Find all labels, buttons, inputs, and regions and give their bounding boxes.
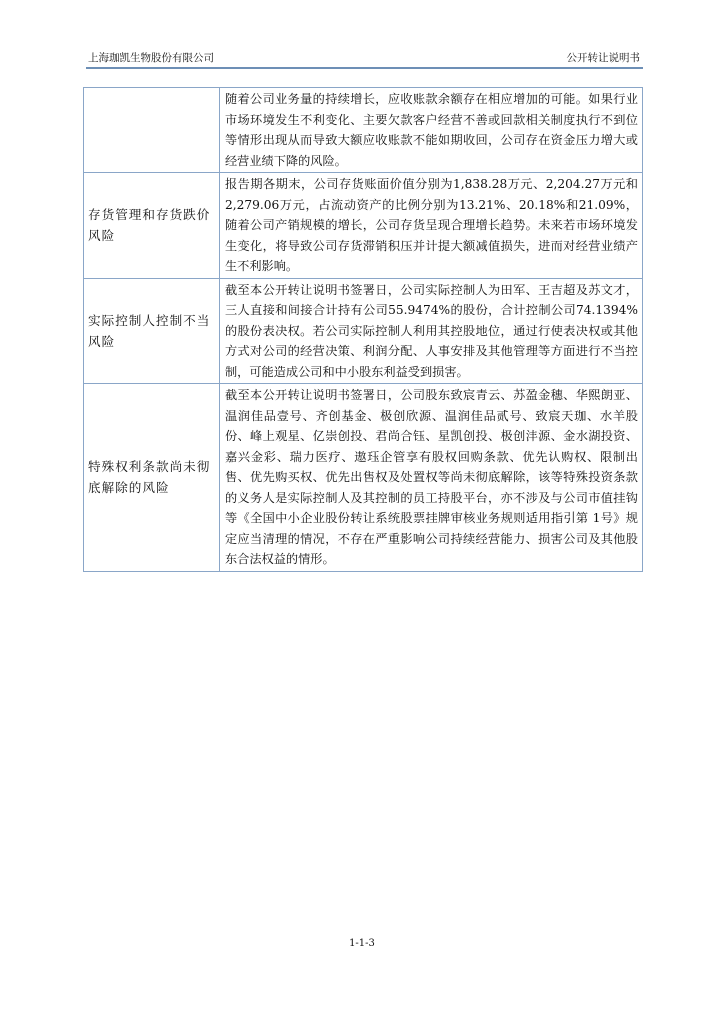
risk-description-cell [220,384,643,572]
header-divider [86,67,643,69]
company-name: 上海珈凯生物股份有限公司 [88,52,214,64]
risk-name: 存货管理和存货跌价风险 [88,207,211,244]
risk-description: 报告期各期末，公司存货账面价值分别为1,838.28万元、2,204.27万元和2,279.06万元，占流动资产的比例分别为13.21%、20.18%和21.09%，随着公司产销规模的增长，公司存货呈现合理增长趋势。未来若市场环境发生变化，将导致公司存货滞销积压并计提大额减值损失，进而对经营业绩产生不利影响。 [225,177,638,273]
risk-name-cell [84,88,220,173]
risk-description-cell [220,88,643,173]
page-number: 1-1-3 [349,938,375,949]
risk-name-cell [84,173,220,279]
page-header [88,50,640,66]
table-row [84,384,643,572]
table-row [84,88,643,173]
risk-description: 截至本公开转让说明书签署日，公司股东致宸青云、苏盈金穗、华熙朗亚、温润佳品壹号、齐创基金、极创欣源、温润佳品贰号、致宸天珈、水羊股份、峰上观星、亿崇创投、君尚合钰、星凯创投、极创沣源、金水湖投资、嘉兴金彩、瑞力医疗、遨珏企管享有股权回购条款、优先认购权、限制出售、优先购买权、优先出售权及处置权等尚未彻底解除，该等特殊投资条款的义务人是实际控制人及其控制的员工持股平台，亦不涉及与公司市值挂钩等《全国中小企业股份转让系统股票挂牌审核业务规则适用指引第 1号》规定应当清理的情况，不存在严重影响公司持续经营能力、损害公司及其他股东合法权益的情形。 [225,388,638,566]
risk-description-cell [220,173,643,279]
risk-description-cell [220,278,643,384]
risk-name: 实际控制人控制不当风险 [88,312,211,349]
risk-description: 截至本公开转让说明书签署日，公司实际控制人为田军、王吉超及苏文才，三人直接和间接合计持有公司55.9474%的股份，合计控制公司74.1394%的股份表决权。若公司实际控制人利用其控股地位，通过行使表决权或其他方式对公司的经营决策、利润分配、人事安排及其他管理等方面进行不当控制，可能造成公司和中小股东利益受到损害。 [225,282,638,379]
risk-name-cell [84,384,220,572]
document-title: 公开转让说明书 [566,52,640,64]
risk-description: 随着公司业务量的持续增长，应收账款余额存在相应增加的可能。如果行业市场环境发生不利变化、主要欠款客户经营不善或回款相关制度执行不到位等情形出现从而导致大额应收账款不能如期收回，公司存在资金压力增大或经营业绩下降的风险。 [225,92,638,168]
risk-name: 特殊权利条款尚未彻底解除的风险 [88,459,211,496]
table-row [84,173,643,279]
risk-factors-table [83,87,643,572]
risk-name-cell [84,278,220,384]
table-row [84,278,643,384]
